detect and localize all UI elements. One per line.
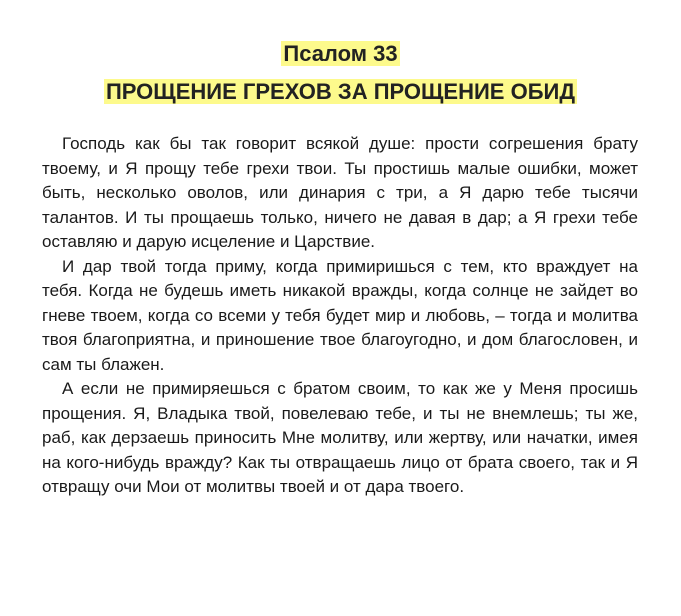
- paragraph-2: И дар твой тогда приму, когда примиришься с тем, кто враждует на тебя. Когда не будешь иметь никакой вражды, когда солнце не зайдет во гневе твоем, когда со всеми у тебя будет мир и любовь, – тогда и молитва твоя благоприятна, и приношение твое благоугодно, и дом благословен, и сам ты блажен.: [42, 256, 638, 374]
- section-subtitle: ПРОЩЕНИЕ ГРЕХОВ ЗА ПРОЩЕНИЕ ОБИД: [105, 79, 575, 104]
- paragraph-3: А если не примиряешься с братом своим, то как же у Меня просишь прощения. Я, Владыка твой, повелеваю тебе, и ты не внемлешь; ты же, раб, как дерзаешь приносить Мне молитву, или жертву, или начатки, имея на кого-нибудь вражду? Как ты отвращаешь лицо от брата своего, так и Я отвращу очи Мои от молитвы твоей и от дара твоего.: [42, 379, 638, 496]
- body-text: [42, 132, 638, 500]
- subtitle-line: [0, 78, 681, 108]
- psalm-title-line: [0, 40, 681, 70]
- page-header: [0, 40, 681, 108]
- paragraph-1: Господь как бы так говорит всякой душе: прости согрешения брату твоему, и Я прощу тебе грехи твои. Ты простишь малые ошибки, может быть, несколько оволов, или динария с три, а Я дарю тебе тысячи талантов. И ты прощаешь только, ничего не давая в дар; а Я грехи тебе оставляю и дарую исцеление и Царствие.: [42, 134, 638, 251]
- psalm-number: Псалом 33: [283, 41, 398, 66]
